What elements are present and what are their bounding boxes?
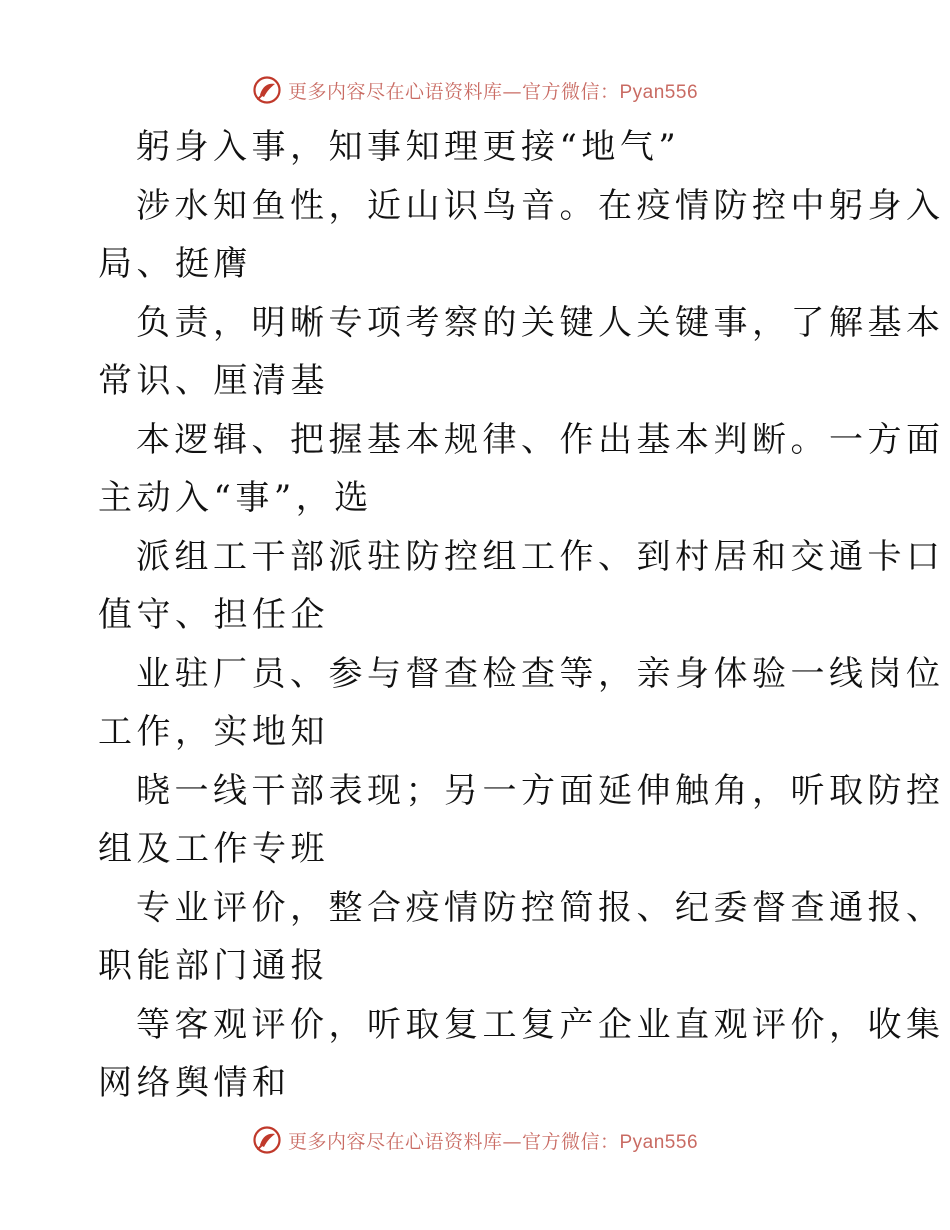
paragraph [98, 528, 945, 645]
paragraph [98, 879, 945, 996]
paragraph-first-line: 专业评价，整合疫情防控简报、纪委督查通报、 [136, 887, 945, 928]
paragraph [98, 177, 945, 294]
paragraph-continuation-line: 网络舆情和 [98, 1063, 291, 1103]
paragraph-first-line: 涉水知鱼性，近山识鸟音。在疫情防控中躬身入 [136, 185, 945, 226]
footer-text: 更多内容尽在心语资料库—官方微信：Pyan556 [287, 1130, 699, 1153]
paragraph-continuation-line: 局、挺膺 [98, 244, 252, 284]
paragraph [98, 118, 858, 177]
footer-banner [0, 1120, 950, 1160]
paragraph [98, 645, 945, 762]
body-content [98, 118, 945, 1113]
paragraph-first-line: 本逻辑、把握基本规律、作出基本判断。一方面 [136, 419, 945, 460]
paragraph-continuation-line: 常识、厘清基 [98, 361, 329, 401]
paragraph [98, 996, 945, 1113]
paragraph-continuation-line: 值守、担任企 [98, 595, 329, 635]
paragraph-first-line: 业驻厂员、参与督查检查等，亲身体验一线岗位 [136, 653, 945, 694]
paragraph [98, 762, 945, 879]
paragraph-first-line: 躬身入事，知事知理更接“地气” [136, 127, 681, 167]
paragraph-continuation-line: 组及工作专班 [98, 829, 329, 869]
paragraph-first-line: 等客观评价，听取复工复产企业直观评价，收集 [136, 1004, 945, 1045]
paragraph-first-line: 晓一线干部表现；另一方面延伸触角，听取防控 [136, 770, 945, 811]
paragraph-continuation-line: 主动入“事”，选 [98, 478, 373, 518]
header-text: 更多内容尽在心语资料库—官方微信：Pyan556 [287, 80, 699, 103]
header-banner [0, 70, 950, 110]
header-wechat-id: Pyan556 [619, 81, 699, 103]
seal-logo-icon [252, 1125, 282, 1155]
paragraph-first-line: 负责，明晰专项考察的关键人关键事，了解基本 [136, 302, 945, 343]
paragraph-first-line: 派组工干部派驻防控组工作、到村居和交通卡口 [136, 536, 945, 577]
paragraph [98, 294, 945, 411]
paragraph-continuation-line: 工作，实地知 [98, 712, 329, 752]
paragraph [98, 411, 945, 528]
paragraph-continuation-line: 职能部门通报 [98, 946, 329, 986]
seal-logo-icon [252, 75, 282, 105]
footer-wechat-id: Pyan556 [619, 1131, 699, 1153]
